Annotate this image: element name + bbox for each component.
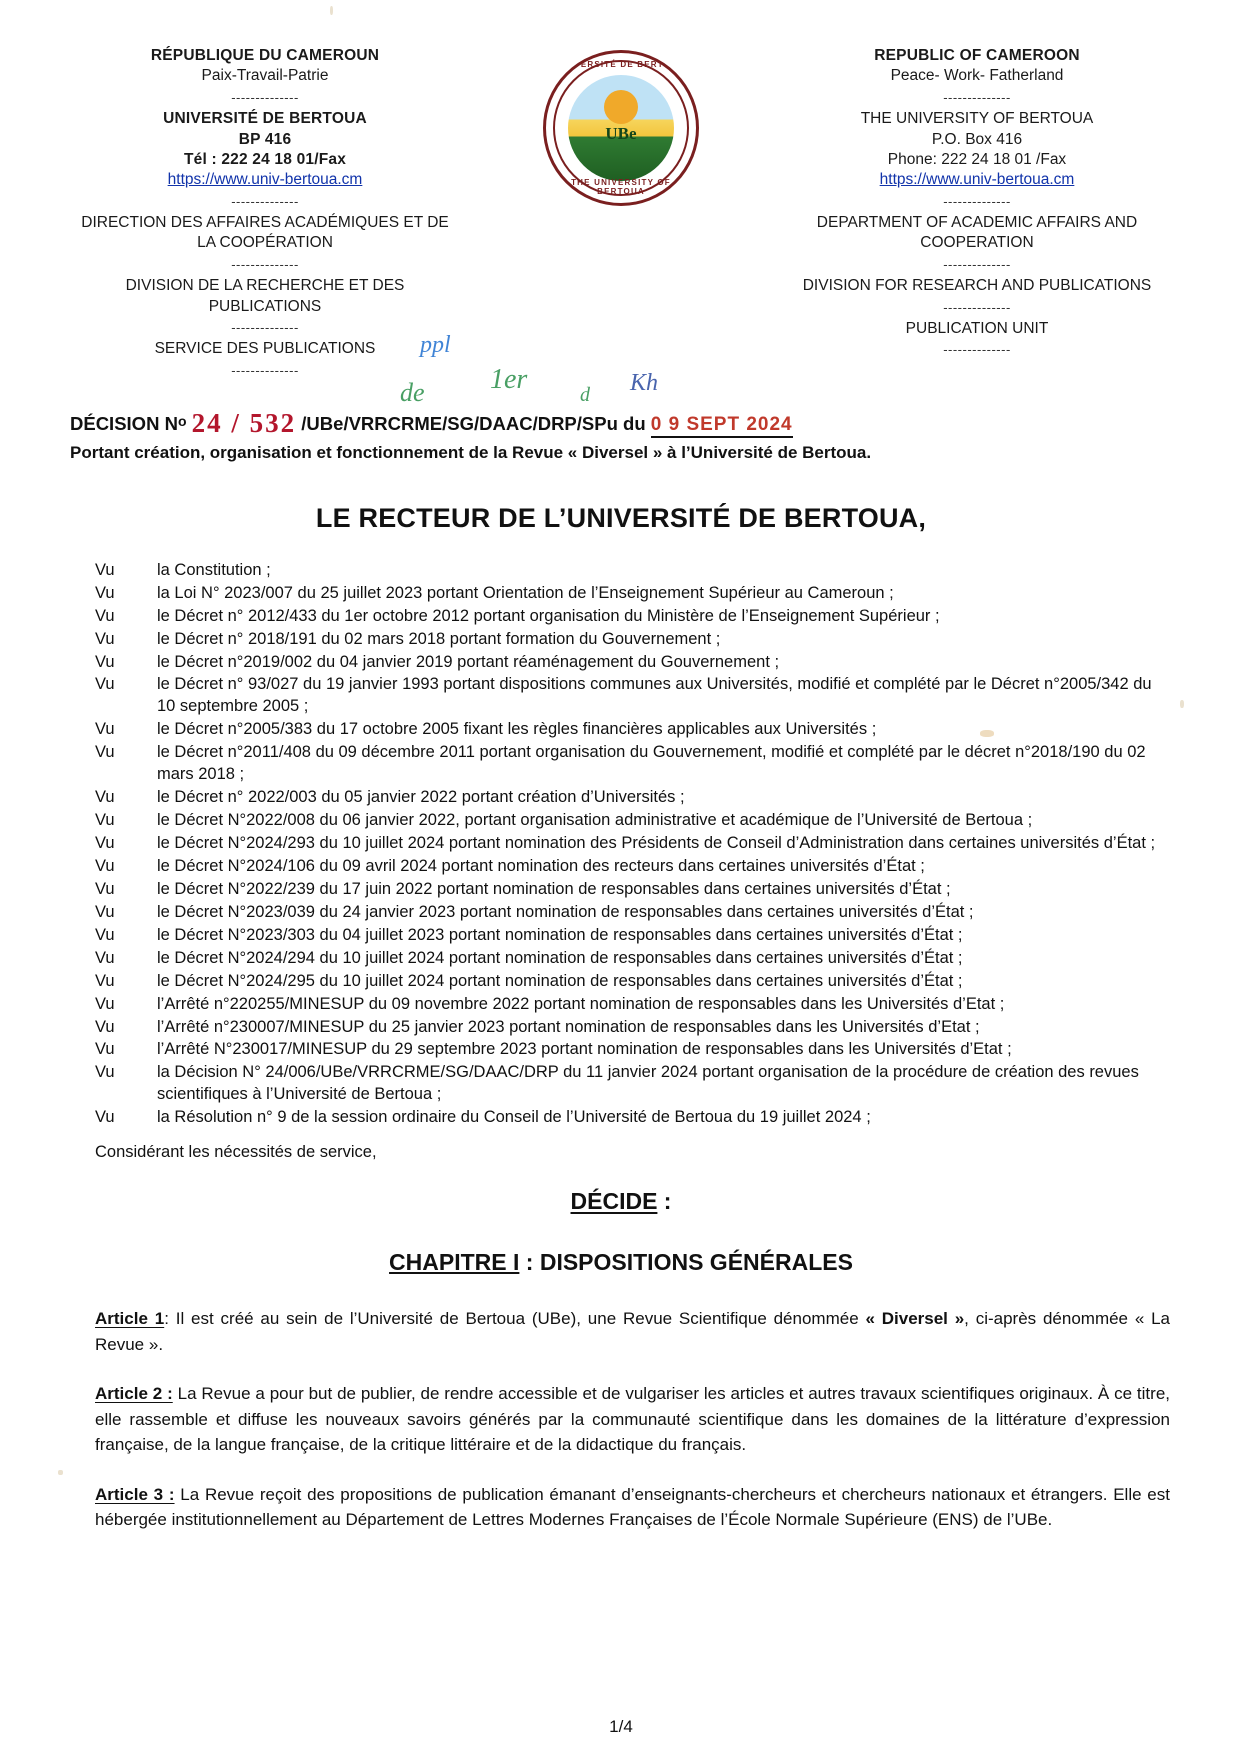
- website-link-en[interactable]: https://www.univ-bertoua.cm: [879, 171, 1075, 189]
- vu-text: le Décret N°2023/303 du 04 juillet 2023 portant nomination de responsables dans certaines universités d’État ;: [157, 925, 963, 944]
- division-fr: DIVISION DE LA RECHERCHE ET DES PUBLICATIONS: [125, 277, 405, 315]
- vu-label: Vu: [95, 560, 115, 579]
- department-en: DEPARTMENT OF ACADEMIC AFFAIRS AND COOPERATION: [816, 214, 1138, 252]
- separator: --------------: [943, 89, 1011, 105]
- vu-text: la Décision N° 24/006/UBe/VRRCRME/SG/DAAC/DRP du 11 janvier 2024 portant organisation de la procédure de création des revues scientifiques à l’Université de Bertoua ;: [157, 1063, 1139, 1104]
- vu-label: Vu: [95, 834, 115, 853]
- seal-top-text: UNIVERSITÉ DE BERTOUA: [556, 60, 686, 69]
- vu-text: la Loi N° 2023/007 du 25 juillet 2023 portant Orientation de l’Enseignement Supérieur au Cameroun ;: [157, 583, 894, 602]
- decision-number-line: DÉCISION $N^o$ 24 / 532 /UBe/VRRCRME/SG/DAAC/DRP/SPu du 0 9 SEPT 2024: [70, 407, 793, 438]
- vu-text: le Décret N°2022/008 du 06 janvier 2022, portant organisation administrative et académique de l’Université de Bertoua ;: [157, 811, 1033, 830]
- vu-text: le Décret N°2024/106 du 09 avril 2024 portant nomination des recteurs dans certaines universités d’État ;: [157, 856, 925, 875]
- handwritten-annotation: de: [400, 377, 425, 407]
- separator: --------------: [231, 320, 299, 335]
- vu-text: la Constitution ;: [157, 560, 271, 579]
- chapter-label: CHAPITRE I: [389, 1249, 520, 1276]
- seal-icon: [543, 50, 699, 206]
- vu-label: Vu: [95, 606, 115, 625]
- article-1: [95, 1306, 1170, 1357]
- decision-number-handwritten: 24 / 532: [191, 407, 297, 438]
- article-2: [95, 1381, 1170, 1458]
- motto-en: Peace- Work- Fatherland: [890, 67, 1064, 85]
- article-highlight: « Diversel »: [865, 1309, 965, 1329]
- article-separator: :: [164, 1309, 176, 1329]
- vu-text: le Décret n° 93/027 du 19 janvier 1993 portant dispositions communes aux Universités, modifié et complété par le Décret n°2005/342 du 10 septembre 2005 ;: [157, 675, 1152, 716]
- vu-label: Vu: [95, 720, 115, 739]
- list-item: [95, 560, 1172, 582]
- list-item: [95, 879, 1172, 901]
- header-left-column: [70, 46, 460, 382]
- vu-label: Vu: [95, 1017, 115, 1036]
- vu-label: Vu: [95, 788, 115, 807]
- separator: --------------: [943, 256, 1011, 272]
- decision-reference: /UBe/VRRCRME/SG/DAAC/DRP/SPu du: [301, 412, 646, 434]
- article-text: La Revue a pour but de publier, de rendre accessible et de vulgariser les articles et autres travaux scientifiques originaux. À ce titre, elle rassemble et diffuse les nouveaux savoirs générés par la communauté scientifique dans les domaines de la littérature d’expression française, de la langue française, de la critique littéraire et de la didactique du français.: [95, 1384, 1170, 1455]
- seal-emblem: [568, 75, 674, 181]
- handwritten-annotation: ppl: [420, 331, 451, 358]
- separator: --------------: [943, 299, 1011, 315]
- separator: --------------: [231, 362, 299, 378]
- vu-text: l’Arrêté N°230017/MINESUP du 29 septembre 2023 portant nomination de responsables dans les Universités d’Etat ;: [157, 1040, 1012, 1059]
- decision-prefix: DÉCISION N: [70, 412, 178, 434]
- list-item: [95, 719, 1172, 741]
- vu-label: Vu: [95, 879, 115, 898]
- list-item: [95, 629, 1172, 651]
- list-item: [95, 856, 1172, 878]
- list-item: [95, 674, 1172, 718]
- po-box-fr: BP 416: [238, 130, 292, 148]
- vu-text: le Décret n°2005/383 du 17 octobre 2005 fixant les règles financières applicables aux Universités ;: [157, 720, 877, 739]
- vu-label: Vu: [95, 856, 115, 875]
- vu-label: Vu: [95, 675, 115, 694]
- list-item: [95, 902, 1172, 924]
- phone-en: Phone: 222 24 18 01 /Fax: [887, 150, 1067, 168]
- separator: --------------: [231, 256, 299, 272]
- vu-label: Vu: [95, 811, 115, 830]
- list-item: [95, 1062, 1172, 1106]
- vu-label: Vu: [95, 971, 115, 990]
- articles-section: [95, 1306, 1170, 1533]
- website-link-fr[interactable]: https://www.univ-bertoua.cm: [167, 171, 363, 189]
- decide-colon: :: [657, 1188, 672, 1215]
- vu-label: Vu: [95, 948, 115, 967]
- separator: --------------: [231, 89, 299, 105]
- list-item: [95, 948, 1172, 970]
- unit-fr: SERVICE DES PUBLICATIONS: [154, 340, 376, 358]
- vu-text: le Décret N°2022/239 du 17 juin 2022 portant nomination de responsables dans certaines universités d’État ;: [157, 879, 951, 898]
- article-label: Article 3 :: [95, 1484, 175, 1504]
- list-item: [95, 925, 1172, 947]
- page-title: LE RECTEUR DE L’UNIVERSITÉ DE BERTOUA,: [315, 502, 927, 533]
- vu-label: Vu: [95, 925, 115, 944]
- list-item: [95, 971, 1172, 993]
- list-item: [95, 606, 1172, 628]
- vu-text: le Décret n°2019/002 du 04 janvier 2019 portant réaménagement du Gouvernement ;: [157, 652, 780, 671]
- separator: --------------: [943, 342, 1011, 358]
- separator: --------------: [231, 193, 299, 209]
- list-item: [95, 1107, 1172, 1129]
- scan-speck: [980, 730, 994, 737]
- vu-label: Vu: [95, 652, 115, 671]
- po-box-en: P.O. Box 416: [931, 130, 1023, 148]
- scan-speck: [1180, 700, 1184, 708]
- separator: --------------: [943, 193, 1011, 209]
- vu-text: le Décret n° 2012/433 du 1er octobre 2012 portant organisation du Ministère de l’Enseignement Supérieur ;: [157, 606, 940, 625]
- list-item: [95, 1039, 1172, 1061]
- sun-icon: [604, 90, 638, 124]
- handwritten-annotation: d: [580, 383, 590, 406]
- seal-bottom-text: THE UNIVERSITY OF BERTOUA: [571, 178, 671, 196]
- article-text: La Revue reçoit des propositions de publication émanant d’enseignants-chercheurs et chercheurs nationaux et étrangers. Elle est hébergée institutionnellement au Département de Lettres Modernes Françaises de l’École Normale Supérieure (ENS) de l’UBe.: [95, 1484, 1170, 1530]
- vu-label: Vu: [95, 994, 115, 1013]
- chapter-heading: [0, 1249, 1242, 1276]
- university-name-fr: UNIVERSITÉ DE BERTOUA: [163, 110, 367, 128]
- article-label: Article 1: [95, 1309, 165, 1329]
- vu-text: le Décret N°2024/293 du 10 juillet 2024 portant nomination des Présidents de Conseil d’Administration dans certaines universités d’État ;: [157, 834, 1156, 853]
- header-right-column: [782, 46, 1172, 361]
- article-label: Article 2 :: [95, 1384, 173, 1404]
- unit-en: PUBLICATION UNIT: [905, 319, 1049, 337]
- university-name-en: THE UNIVERSITY OF BERTOUA: [860, 110, 1094, 128]
- list-item: [95, 1017, 1172, 1039]
- vu-label: Vu: [95, 1040, 115, 1059]
- list-item: [95, 742, 1172, 786]
- decision-subtitle: Portant création, organisation et fonctionnement de la Revue « Diversel » à l’Université de Bertoua.: [70, 442, 872, 462]
- phone-fr: Tél : 222 24 18 01/Fax: [183, 150, 347, 168]
- article-text: Il est créé au sein de l’Université de Bertoua (UBe), une Revue Scientifique dénommée: [175, 1309, 866, 1329]
- division-en: DIVISION FOR RESEARCH AND PUBLICATIONS: [802, 277, 1152, 295]
- article-text-cont: , ci-après dénommée « La Revue ».: [95, 1309, 1170, 1354]
- decide-heading: [0, 1188, 1242, 1215]
- vu-text: le Décret n° 2022/003 du 05 janvier 2022 portant création d’Universités ;: [157, 788, 685, 807]
- vu-label: Vu: [95, 743, 115, 762]
- vu-text: l’Arrêté n°230007/MINESUP du 25 janvier 2023 portant nomination de responsables dans les Universités d’Etat ;: [157, 1017, 980, 1036]
- list-item: [95, 787, 1172, 809]
- country-name-en: REPUBLIC OF CAMEROON: [874, 47, 1080, 64]
- vu-label: Vu: [95, 902, 115, 921]
- page-number: 1/4: [609, 1717, 633, 1736]
- list-item: [95, 833, 1172, 855]
- scan-speck: [58, 1470, 63, 1475]
- considerant-text: Considérant les nécessités de service,: [95, 1143, 377, 1162]
- handwritten-annotation: 1er: [490, 363, 528, 395]
- vu-label: Vu: [95, 1063, 115, 1082]
- article-3: [95, 1482, 1170, 1533]
- decision-date-stamp: 0 9 SEPT 2024: [651, 414, 793, 438]
- country-name-fr: RÉPUBLIQUE DU CAMEROUN: [150, 47, 380, 64]
- list-item: [95, 652, 1172, 674]
- vu-text: le Décret n°2011/408 du 09 décembre 2011 portant organisation du Gouvernement, modifié et complété par le décret n°2018/190 du 02 mars 2018 ;: [157, 743, 1146, 784]
- department-fr: DIRECTION DES AFFAIRES ACADÉMIQUES ET DE LA COOPÉRATION: [81, 214, 449, 252]
- decide-word: DÉCIDE: [570, 1188, 658, 1215]
- vu-text: le Décret N°2024/295 du 10 juillet 2024 portant nomination de responsables dans certaines universités d’État ;: [157, 971, 963, 990]
- vu-text: le Décret N°2023/039 du 24 janvier 2023 portant nomination de responsables dans certaines universités d’État ;: [157, 902, 974, 921]
- vu-text: le Décret n° 2018/191 du 02 mars 2018 portant formation du Gouvernement ;: [157, 629, 721, 648]
- handwritten-annotation: Kh: [630, 369, 659, 396]
- list-item: [95, 583, 1172, 605]
- vu-label: Vu: [95, 1108, 115, 1127]
- scan-speck: [330, 6, 333, 15]
- vu-label: Vu: [95, 583, 115, 602]
- vu-text: le Décret N°2024/294 du 10 juillet 2024 portant nomination de responsables dans certaines universités d’État ;: [157, 948, 963, 967]
- vu-text: l’Arrêté n°220255/MINESUP du 09 novembre 2022 portant nomination de responsables dans les Universités d’Etat ;: [157, 994, 1005, 1013]
- preamble-list: [95, 560, 1172, 1129]
- list-item: [95, 994, 1172, 1016]
- list-item: [95, 810, 1172, 832]
- chapter-title: : DISPOSITIONS GÉNÉRALES: [519, 1249, 853, 1276]
- vu-label: Vu: [95, 629, 115, 648]
- university-seal: [526, 46, 716, 206]
- motto-fr: Paix-Travail-Patrie: [201, 67, 329, 85]
- document-header: [0, 0, 1242, 382]
- seal-center-text: UBe: [605, 123, 637, 143]
- vu-text: la Résolution n° 9 de la session ordinaire du Conseil de l’Université de Bertoua du 19 juillet 2024 ;: [157, 1108, 871, 1127]
